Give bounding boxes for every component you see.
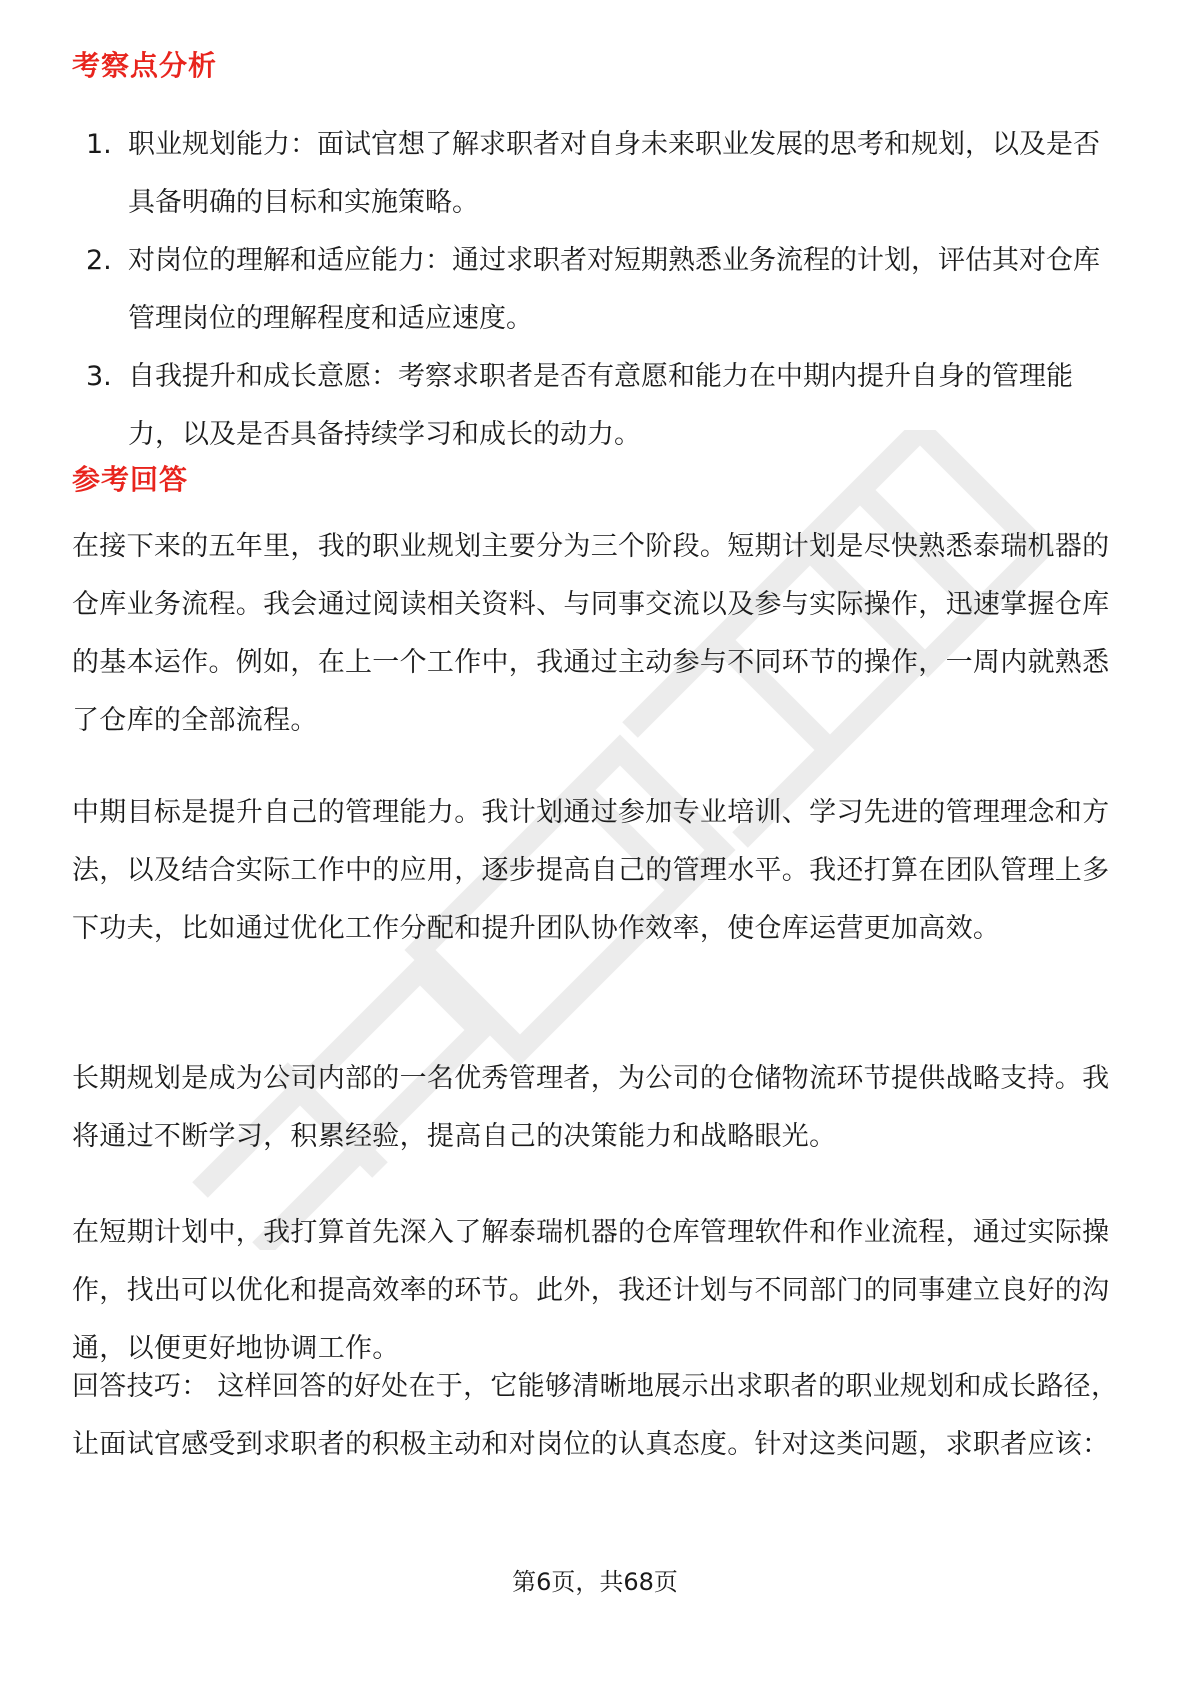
list-item-number: 1. [86,129,112,160]
answer-paragraph: 在短期计划中，我打算首先深入了解泰瑞机器的仓库管理软件和作业流程，通过实际操作，找出可以优化和提高效率的环节。此外，我还计划与不同部门的同事建立良好的沟通，以便更好地协调工作。 [72,1217,1110,1364]
list-item [72,348,1122,464]
section-title-reference-answer: 参考回答 [72,463,189,496]
list-item-text: 职业规划能力：面试官想了解求职者对自身未来职业发展的思考和规划，以及是否具备明确的目标和实施策略。 [128,129,1100,218]
answer-paragraph: 在接下来的五年里，我的职业规划主要分为三个阶段。短期计划是尽快熟悉泰瑞机器的仓库业务流程。我会通过阅读相关资料、与同事交流以及参与实际操作，迅速掌握仓库的基本运作。例如，在上一个工作中，我通过主动参与不同环节的操作，一周内就熟悉了仓库的全部流程。 [72,531,1110,736]
page-number: 第6页，共68页 [512,1568,678,1596]
list-item-number: 2. [86,245,112,276]
answer-paragraph: 中期目标是提升自己的管理能力。我计划通过参加专业培训、学习先进的管理理念和方法，以及结合实际工作中的应用，逐步提高自己的管理水平。我还打算在团队管理上多下功夫，比如通过优化工作分配和提升团队协作效率，使仓库运营更加高效。 [72,797,1110,944]
list-item-text: 自我提升和成长意愿：考察求职者是否有意愿和能力在中期内提升自身的管理能力，以及是否具备持续学习和成长的动力。 [128,361,1073,450]
list-item [72,232,1122,348]
section-title-analysis: 考察点分析 [72,49,218,82]
answer-tips-paragraph: 回答技巧： 这样回答的好处在于，它能够清晰地展示出求职者的职业规划和成长路径，让面试官感受到求职者的积极主动和对岗位的认真态度。针对这类问题，求职者应该： [72,1371,1119,1460]
list-item-number: 3. [86,361,112,392]
answer-paragraph: 长期规划是成为公司内部的一名优秀管理者，为公司的仓储物流环节提供战略支持。我将通过不断学习，积累经验，提高自己的决策能力和战略眼光。 [72,1063,1110,1152]
analysis-list [72,116,1122,464]
list-item [72,116,1122,232]
list-item-text: 对岗位的理解和适应能力：通过求职者对短期熟悉业务流程的计划，评估其对仓库管理岗位的理解程度和适应速度。 [128,245,1100,334]
